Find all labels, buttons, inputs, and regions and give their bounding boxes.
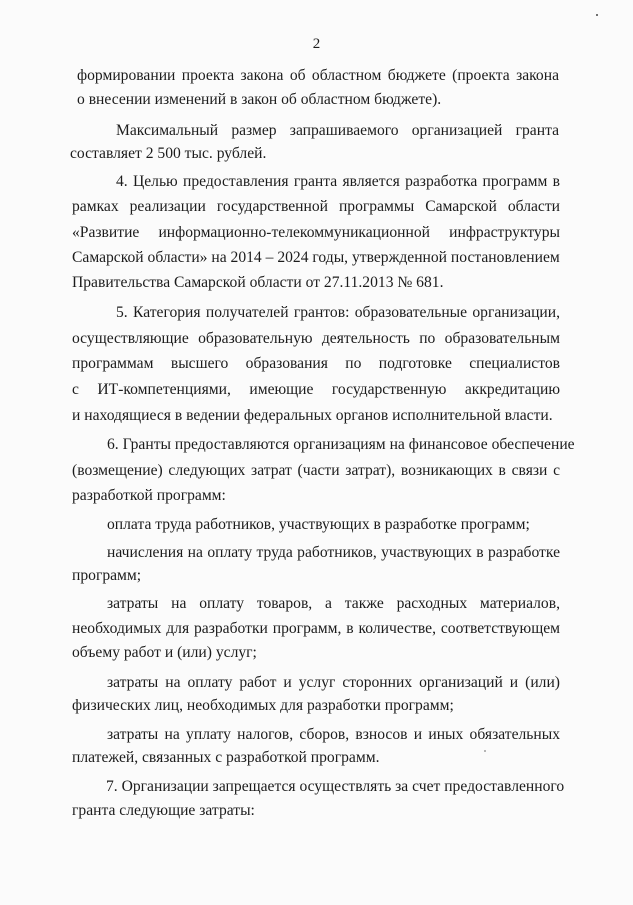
list-item: затраты на оплату товаров, а также расходных материалов, [107, 595, 560, 612]
text-line: формировании проекта закона об областном бюджете (проекта закона [77, 67, 559, 84]
scan-speck [484, 750, 486, 752]
text-line: объему работ и (или) услуг; [72, 644, 257, 661]
text-line: программ; [72, 567, 142, 584]
text-line: необходимых для разработки программ, в количестве, соответствующем [72, 620, 560, 637]
page-number: 2 [312, 36, 321, 52]
list-item: затраты на уплату налогов, сборов, взносов и иных обязательных [107, 726, 560, 743]
list-item: затраты на оплату работ и услуг сторонних организаций и (или) [107, 674, 560, 691]
text-line: рамках реализации государственной программы Самарской области [72, 198, 560, 215]
text-line: Максимальный размер запрашиваемого организацией гранта [116, 122, 559, 139]
list-item: начисления на оплату труда работников, участвующих в разработке [107, 544, 560, 561]
text-line: осуществляющие образовательную деятельность по образовательным [72, 330, 560, 347]
text-line: платежей, связанных с разработкой программ. [72, 749, 380, 766]
text-line: 4. Целью предоставления гранта является разработка программ в [116, 173, 560, 190]
text-line: о внесении изменений в закон об областном бюджете). [77, 91, 442, 108]
text-line: составляет 2 500 тыс. рублей. [70, 145, 267, 162]
text-line: физических лиц, необходимых для разработки программ; [72, 697, 454, 714]
text-line: гранта следующие затраты: [72, 802, 255, 819]
text-line: программам высшего образования по подготовке специалистов [72, 355, 560, 372]
text-line: (возмещение) следующих затрат (части затрат), возникающих в связи с [72, 462, 560, 479]
text-line: разработкой программ: [72, 487, 226, 504]
text-line: Правительства Самарской области от 27.11.2013 № 681. [72, 274, 444, 291]
scan-speck [596, 14, 598, 16]
text-line: 6. Гранты предоставляются организациям на финансовое обеспечение [107, 436, 575, 453]
text-line: и находящиеся в ведении федеральных органов исполнительной власти. [72, 407, 553, 424]
text-line: 5. Категория получателей грантов: образовательные организации, [116, 304, 560, 321]
text-line: «Развитие информационно-телекоммуникационной инфраструктуры [72, 224, 560, 241]
text-line: с ИТ-компетенциями, имеющие государственную аккредитацию [72, 381, 560, 398]
text-line: 7. Организации запрещается осуществлять за счет предоставленного [106, 778, 565, 795]
text-line: Самарской области» на 2014 – 2024 годы, утвержденной постановлением [72, 249, 560, 266]
list-item: оплата труда работников, участвующих в разработке программ; [107, 516, 530, 533]
